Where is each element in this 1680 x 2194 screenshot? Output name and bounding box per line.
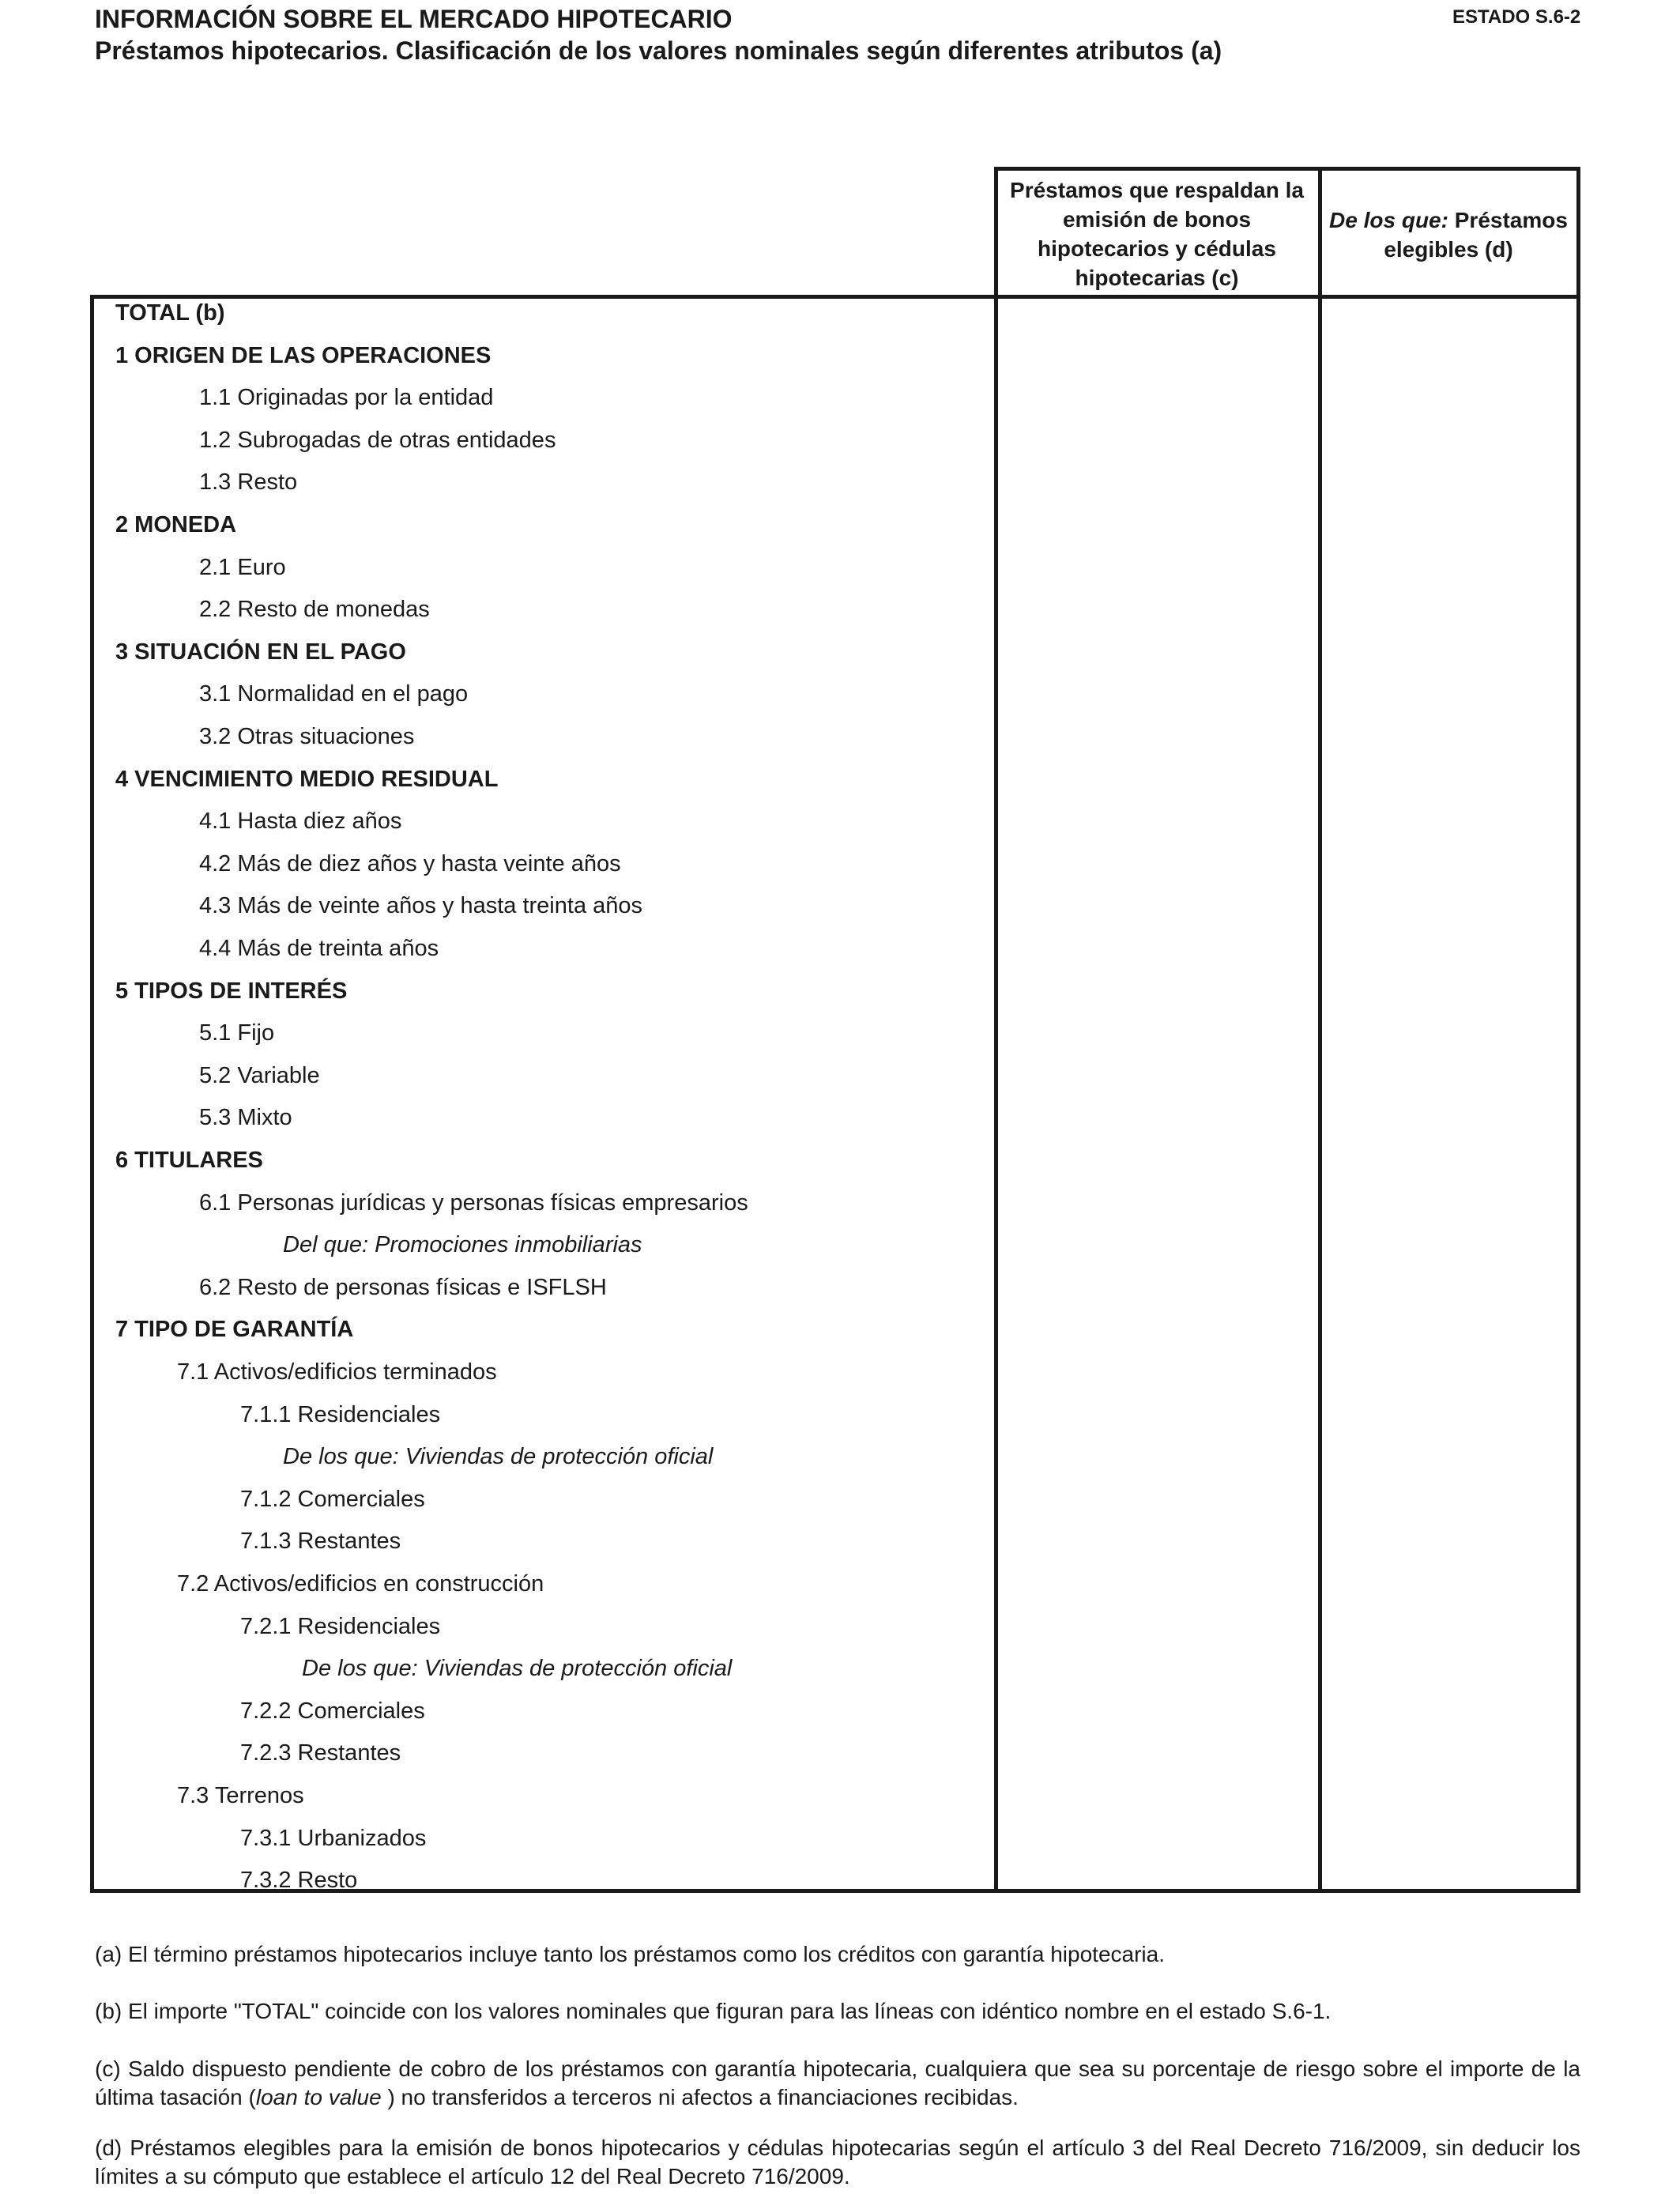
note-a: (a) El término préstamos hipotecarios incluye tanto los préstamos como los créditos con garantía hipotecaria. [95, 1942, 1165, 1966]
estado-code: ESTADO S.6-2 [1452, 6, 1581, 28]
table-row-label: 6 TITULARES [115, 1148, 263, 1173]
table-row-label: De los que: Viviendas de protección oficial [283, 1444, 714, 1470]
table-row-label: Del que: Promociones inmobiliarias [283, 1232, 642, 1258]
page-title: INFORMACIÓN SOBRE EL MERCADO HIPOTECARIO [95, 5, 733, 33]
table-row-label: 5.1 Fijo [199, 1020, 275, 1046]
table-row-label: 1 ORIGEN DE LAS OPERACIONES [115, 342, 492, 368]
table-row-label: 3.1 Normalidad en el pago [199, 681, 469, 707]
page-subtitle: Préstamos hipotecarios. Clasificación de los valores nominales según diferentes atributos (a) [95, 36, 1222, 65]
table-row-label: 7.1.2 Comerciales [240, 1486, 425, 1512]
table-row-label: 7.3.1 Urbanizados [240, 1825, 427, 1851]
note-b: (b) El importe "TOTAL" coincide con los valores nominales que figuran para las líneas con idéntico nombre en el estado S.6-1. [95, 1999, 1332, 2023]
column-divider-2 [1318, 167, 1322, 1893]
table-row-label: 3 SITUACIÓN EN EL PAGO [115, 639, 406, 665]
table-row-label: 1.1 Originadas por la entidad [199, 385, 494, 411]
table-row-label: 3.2 Otras situaciones [199, 724, 415, 749]
table-row-label: 7.2.1 Residenciales [240, 1613, 441, 1639]
table-row-label: 5.2 Variable [199, 1062, 320, 1088]
table-row-label: 2.1 Euro [199, 554, 286, 580]
column-divider-1 [994, 167, 998, 1893]
table-right-border [1576, 167, 1580, 1893]
column-header-eligible-italic: De los que: [1329, 208, 1448, 232]
table-row-label: 1.3 Resto [199, 469, 298, 496]
table-row-label: 6.2 Resto de personas físicas e ISFLSH [199, 1274, 607, 1300]
table-row-label: 1.2 Subrogadas de otras entidades [199, 427, 556, 453]
note-d: (d) Préstamos elegibles para la emisión de bonos hipotecarios y cédulas hipotecarias según el artículo 3 del Real Decreto 716/2009, sin deducir los límites a su cómputo que establece el artículo 12 del Real Decreto 716/2009. [95, 2136, 1580, 2188]
note-c-text: (c) Saldo dispuesto pendiente de cobro de los préstamos con garantía hipotecaria, cualquiera que sea su porcentaje de riesgo sobre el importe de la última tasación ( [95, 2056, 1580, 2109]
note-c-italic: loan to value [255, 2085, 382, 2109]
table-row-label: 4.3 Más de veinte años y hasta treinta años [199, 893, 643, 919]
table-row-label: 7.2.2 Comerciales [240, 1698, 425, 1724]
table-left-border [90, 295, 94, 1893]
table-row-label: 5.3 Mixto [199, 1105, 292, 1131]
table-row-label: 5 TIPOS DE INTERÉS [115, 978, 348, 1004]
table-row-label: 2 MONEDA [115, 512, 237, 537]
table-row-label: 7.1.1 Residenciales [240, 1401, 441, 1427]
table-row-label: 7.2 Activos/edificios en construcción [177, 1571, 544, 1596]
table-row-label: 4.4 Más de treinta años [199, 936, 439, 961]
table-row-label: 4.1 Hasta diez años [199, 809, 402, 835]
table-row-label: 6.1 Personas jurídicas y personas físicas empresarios [199, 1189, 748, 1216]
column-header-eligible-text: Préstamos elegibles (d) [1384, 208, 1568, 262]
table-row-label: 2.2 Resto de monedas [199, 597, 430, 623]
table-row-label: 7.2.3 Restantes [240, 1740, 401, 1766]
table-row-label: De los que: Viviendas de protección oficial [302, 1656, 733, 1682]
header-top-border [994, 167, 1580, 171]
table-row-label: 7.3 Terrenos [177, 1783, 304, 1808]
column-header-loans-backing: Préstamos que respaldan la emisión de bonos hipotecarios y cédulas hipotecarias (c) [1010, 178, 1304, 290]
note-c [95, 2055, 1580, 2112]
table-row-label: 4 VENCIMIENTO MEDIO RESIDUAL [115, 766, 499, 792]
table-row-label: 7.1.3 Restantes [240, 1529, 401, 1555]
table-row-label: TOTAL (b) [115, 300, 225, 326]
note-c-end: ) no transferidos a terceros ni afectos a financiaciones recibidas. [381, 2085, 1019, 2109]
column-header-eligible-loans [1324, 205, 1573, 264]
header-bottom-border [90, 295, 1580, 299]
table-row-label: 7.1 Activos/edificios terminados [177, 1359, 497, 1385]
table-row-label: 4.2 Más de diez años y hasta veinte años [199, 850, 621, 876]
table-row-label: 7 TIPO DE GARANTÍA [115, 1317, 354, 1343]
table-row-label: 7.3.2 Resto [240, 1868, 358, 1894]
